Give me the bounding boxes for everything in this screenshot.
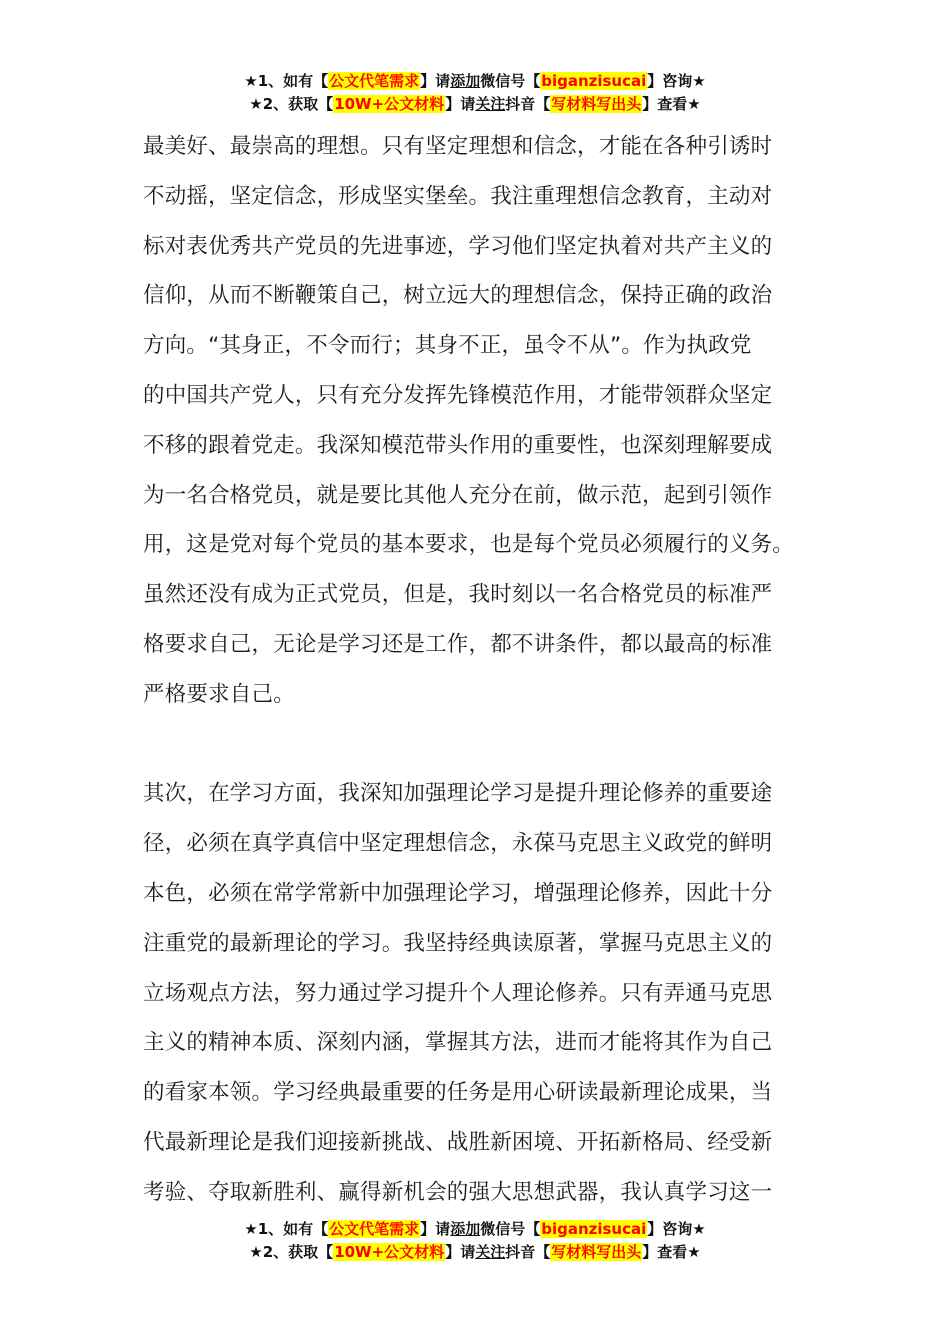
banner-text: 】请: [420, 72, 451, 90]
banner-text: 】咨询★: [647, 1220, 706, 1238]
text-line: 标对表优秀共产党员的先进事迹，学习他们坚定执着对共产主义的: [143, 233, 773, 259]
text-line: 注重党的最新理论的学习。我坚持经典读原著，掌握马克思主义的: [143, 930, 773, 956]
paragraph-1: [143, 122, 823, 720]
underlined-word: 添加: [450, 1220, 481, 1238]
text-line: 严格要求自己。: [143, 681, 295, 707]
text-line: 立场观点方法，努力通过学习提升个人理论修养。只有弄通马克思: [143, 980, 773, 1006]
text-line: 不移的跟着党走。我深知模范带头作用的重要性，也深刻理解要成: [143, 432, 773, 458]
banner-line-2: [0, 93, 950, 116]
text-line: 其次，在学习方面，我深知加强理论学习是提升理论修养的重要途: [143, 781, 773, 807]
highlight-douyin-account: 写材料写出头: [551, 1243, 642, 1261]
underlined-word: 关注: [475, 1243, 506, 1261]
text-line: 用，这是党对每个党员的基本要求，也是每个党员必须履行的义务。: [143, 532, 795, 558]
text-line: 格要求自己，无论是学习还是工作，都不讲条件，都以最高的标准: [143, 631, 773, 657]
underlined-word: 添加: [450, 72, 481, 90]
banner-text: 】请: [420, 1220, 451, 1238]
text-line: 径，必须在真学真信中坚定理想信念，永葆马克思主义政党的鲜明: [143, 831, 773, 857]
banner-text: 】查看★: [642, 95, 701, 113]
banner-line-2: [0, 1241, 950, 1264]
banner-text: 抖音【: [505, 1243, 551, 1261]
header-banner: [0, 70, 950, 116]
banner-text: ★2、获取【: [249, 1243, 334, 1261]
highlight-materials: 10W+公文材料: [334, 95, 445, 113]
banner-text: 】请: [445, 95, 476, 113]
text-line: 虽然还没有成为正式党员，但是，我时刻以一名合格党员的标准严: [143, 582, 773, 608]
highlight-materials: 10W+公文材料: [334, 1243, 445, 1261]
document-body: [143, 122, 823, 1218]
banner-text: 微信号【: [480, 72, 541, 90]
highlight-wechat-id: biganzisucai: [541, 72, 647, 90]
text-line: 的中国共产党人，只有充分发挥先锋模范作用，才能带领群众坚定: [143, 382, 773, 408]
banner-text: 抖音【: [505, 95, 551, 113]
banner-line-1: [0, 70, 950, 93]
banner-text: 】查看★: [642, 1243, 701, 1261]
text-line: 本色，必须在常学常新中加强理论学习，增强理论修养，因此十分: [143, 880, 773, 906]
banner-text: 微信号【: [480, 1220, 541, 1238]
banner-line-1: [0, 1218, 950, 1241]
text-line: 代最新理论是我们迎接新挑战、战胜新困境、开拓新格局、经受新: [143, 1129, 773, 1155]
text-line: 主义的精神本质、深刻内涵，掌握其方法，进而才能将其作为自己: [143, 1030, 773, 1056]
text-line: 为一名合格党员，就是要比其他人充分在前，做示范，起到引领作: [143, 482, 773, 508]
highlight-service: 公文代笔需求: [329, 1220, 420, 1238]
banner-text: ★1、如有【: [244, 1220, 329, 1238]
highlight-douyin-account: 写材料写出头: [551, 95, 642, 113]
banner-text: ★2、获取【: [249, 95, 334, 113]
text-line: 不动摇，坚定信念，形成坚实堡垒。我注重理想信念教育，主动对: [143, 183, 773, 209]
highlight-service: 公文代笔需求: [329, 72, 420, 90]
text-line: 最美好、最崇高的理想。只有坚定理想和信念，才能在各种引诱时: [143, 134, 773, 159]
highlight-wechat-id: biganzisucai: [541, 1220, 647, 1238]
text-line: 考验、夺取新胜利、赢得新机会的强大思想武器，我认真学习这一: [143, 1179, 773, 1205]
underlined-word: 关注: [475, 95, 506, 113]
paragraph-2: [143, 769, 823, 1217]
paragraph-gap: [143, 720, 823, 770]
footer-banner: [0, 1218, 950, 1264]
text-line: 信仰，从而不断鞭策自己，树立远大的理想信念，保持正确的政治: [143, 283, 773, 309]
banner-text: 】咨询★: [647, 72, 706, 90]
text-line: 方向。“其身正，不令而行；其身不正，虽令不从”。作为执政党: [143, 333, 752, 359]
banner-text: 】请: [445, 1243, 476, 1261]
banner-text: ★1、如有【: [244, 72, 329, 90]
text-line: 的看家本领。学习经典最重要的任务是用心研读最新理论成果，当: [143, 1080, 773, 1106]
